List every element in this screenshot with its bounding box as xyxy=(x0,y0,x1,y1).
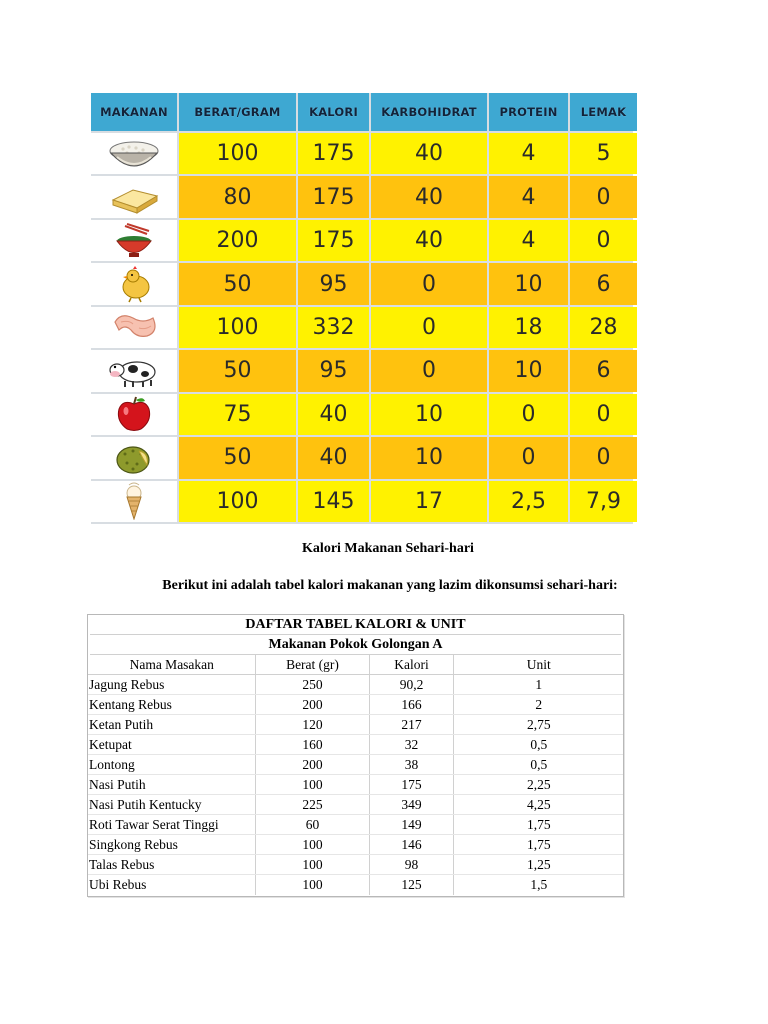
calorie-cell: 90,2 xyxy=(369,675,453,695)
col-nama: Nama Masakan xyxy=(88,655,255,675)
nutrition-cell: 0 xyxy=(371,307,487,348)
nutrition-cell: 95 xyxy=(298,350,369,391)
unit-cell: 2,25 xyxy=(453,775,623,795)
ice-cream-icon xyxy=(91,481,177,522)
weight-cell: 200 xyxy=(255,695,369,715)
bread-icon xyxy=(91,176,177,217)
table-row xyxy=(88,795,623,815)
col-berat: Berat (gr) xyxy=(255,655,369,675)
nutrition-cell: 10 xyxy=(489,263,568,304)
weight-cell: 225 xyxy=(255,795,369,815)
table-row xyxy=(88,715,623,735)
weight-cell: 60 xyxy=(255,815,369,835)
col-unit: Unit xyxy=(453,655,623,675)
nutrition-cell: 6 xyxy=(570,350,637,391)
nutrition-cell: 80 xyxy=(179,176,296,217)
nutrition-cell: 0 xyxy=(570,220,637,261)
weight-cell: 100 xyxy=(255,875,369,895)
unit-cell: 2,75 xyxy=(453,715,623,735)
header-karbohidrat: KARBOHIDRAT xyxy=(371,93,487,131)
nutrition-cell: 10 xyxy=(489,350,568,391)
header-kalori: KALORI xyxy=(298,93,369,131)
header-protein: PROTEIN xyxy=(489,93,568,131)
table-row xyxy=(88,835,623,855)
nutrition-cell: 145 xyxy=(298,481,369,522)
nutrition-cell: 95 xyxy=(298,263,369,304)
nutrition-cell: 18 xyxy=(489,307,568,348)
nutrition-cell: 2,5 xyxy=(489,481,568,522)
food-name: Nasi Putih xyxy=(88,775,255,795)
nutrition-cell: 175 xyxy=(298,220,369,261)
calorie-cell: 32 xyxy=(369,735,453,755)
calorie-cell: 125 xyxy=(369,875,453,895)
chicken-icon xyxy=(91,263,177,304)
unit-cell: 0,5 xyxy=(453,755,623,775)
nutrition-cell: 50 xyxy=(179,437,296,478)
unit-cell: 2 xyxy=(453,695,623,715)
nutrition-cell: 40 xyxy=(371,133,487,174)
nutrition-cell: 10 xyxy=(371,394,487,435)
weight-cell: 250 xyxy=(255,675,369,695)
unit-cell: 4,25 xyxy=(453,795,623,815)
unit-cell: 1,75 xyxy=(453,835,623,855)
unit-cell: 0,5 xyxy=(453,735,623,755)
nutrition-cell: 100 xyxy=(179,481,296,522)
nutrition-cell: 4 xyxy=(489,133,568,174)
nutrition-cell: 0 xyxy=(371,350,487,391)
nutrition-cell: 200 xyxy=(179,220,296,261)
cow-icon xyxy=(91,350,177,391)
nutrition-cell: 10 xyxy=(371,437,487,478)
nutrition-cell: 6 xyxy=(570,263,637,304)
weight-cell: 100 xyxy=(255,855,369,875)
table-row xyxy=(88,855,623,875)
nutrition-cell: 0 xyxy=(570,176,637,217)
list-subtitle: Makanan Pokok Golongan A xyxy=(90,635,621,655)
nutrition-cell: 4 xyxy=(489,220,568,261)
food-name: Talas Rebus xyxy=(88,855,255,875)
weight-cell: 100 xyxy=(255,835,369,855)
nutrition-cell: 175 xyxy=(298,176,369,217)
nutrition-cell: 0 xyxy=(570,394,637,435)
weight-cell: 160 xyxy=(255,735,369,755)
col-kalori: Kalori xyxy=(369,655,453,675)
noodle-bowl-icon xyxy=(91,220,177,261)
table-row xyxy=(88,755,623,775)
nutrition-cell: 17 xyxy=(371,481,487,522)
caption-intro: Berikut ini adalah tabel kalori makanan yang lazim dikonsumsi sehari-hari: xyxy=(162,578,618,593)
shrimp-icon xyxy=(91,307,177,348)
table-row xyxy=(88,675,623,695)
nutrition-cell: 40 xyxy=(371,176,487,217)
nutrition-table xyxy=(91,93,633,524)
nutrition-cell: 5 xyxy=(570,133,637,174)
food-name: Ketan Putih xyxy=(88,715,255,735)
unit-cell: 1,5 xyxy=(453,875,623,895)
calorie-cell: 166 xyxy=(369,695,453,715)
weight-cell: 200 xyxy=(255,755,369,775)
nutrition-cell: 4 xyxy=(489,176,568,217)
header-lemak: LEMAK xyxy=(570,93,637,131)
nutrition-cell: 50 xyxy=(179,350,296,391)
calorie-cell: 349 xyxy=(369,795,453,815)
nutrition-cell: 50 xyxy=(179,263,296,304)
nutrition-cell: 0 xyxy=(570,437,637,478)
list-grid xyxy=(88,655,623,895)
food-name: Lontong xyxy=(88,755,255,775)
nutrition-cell: 40 xyxy=(298,437,369,478)
nutrition-cell: 28 xyxy=(570,307,637,348)
calorie-list-table xyxy=(87,614,624,897)
food-name: Roti Tawar Serat Tinggi xyxy=(88,815,255,835)
food-name: Jagung Rebus xyxy=(88,675,255,695)
weight-cell: 120 xyxy=(255,715,369,735)
list-header-row xyxy=(88,655,623,675)
food-name: Ketupat xyxy=(88,735,255,755)
unit-cell: 1 xyxy=(453,675,623,695)
apple-icon xyxy=(91,394,177,435)
durian-icon xyxy=(91,437,177,478)
table-row xyxy=(88,735,623,755)
nutrition-cell: 100 xyxy=(179,307,296,348)
table-row xyxy=(88,815,623,835)
food-name: Kentang Rebus xyxy=(88,695,255,715)
nutrition-cell: 0 xyxy=(489,437,568,478)
unit-cell: 1,25 xyxy=(453,855,623,875)
calorie-cell: 217 xyxy=(369,715,453,735)
table-row xyxy=(88,875,623,895)
food-name: Nasi Putih Kentucky xyxy=(88,795,255,815)
nutrition-cell: 40 xyxy=(298,394,369,435)
calorie-cell: 98 xyxy=(369,855,453,875)
list-title: DAFTAR TABEL KALORI & UNIT xyxy=(90,615,621,635)
nutrition-cell: 7,9 xyxy=(570,481,637,522)
calorie-cell: 38 xyxy=(369,755,453,775)
table-row xyxy=(88,775,623,795)
nutrition-cell: 175 xyxy=(298,133,369,174)
nutrition-cell: 40 xyxy=(371,220,487,261)
weight-cell: 100 xyxy=(255,775,369,795)
calorie-cell: 146 xyxy=(369,835,453,855)
nutrition-cell: 0 xyxy=(489,394,568,435)
caption-title: Kalori Makanan Sehari-hari xyxy=(302,541,474,556)
nutrition-cell: 332 xyxy=(298,307,369,348)
calorie-cell: 175 xyxy=(369,775,453,795)
food-name: Singkong Rebus xyxy=(88,835,255,855)
food-name: Ubi Rebus xyxy=(89,877,147,893)
header-berat: BERAT/GRAM xyxy=(179,93,296,131)
nutrition-cell: 75 xyxy=(179,394,296,435)
table-row xyxy=(88,695,623,715)
nutrition-cell: 0 xyxy=(371,263,487,304)
unit-cell: 1,75 xyxy=(453,815,623,835)
rice-bowl-icon xyxy=(91,133,177,174)
calorie-cell: 149 xyxy=(369,815,453,835)
nutrition-cell: 100 xyxy=(179,133,296,174)
header-makanan: MAKANAN xyxy=(91,93,177,131)
